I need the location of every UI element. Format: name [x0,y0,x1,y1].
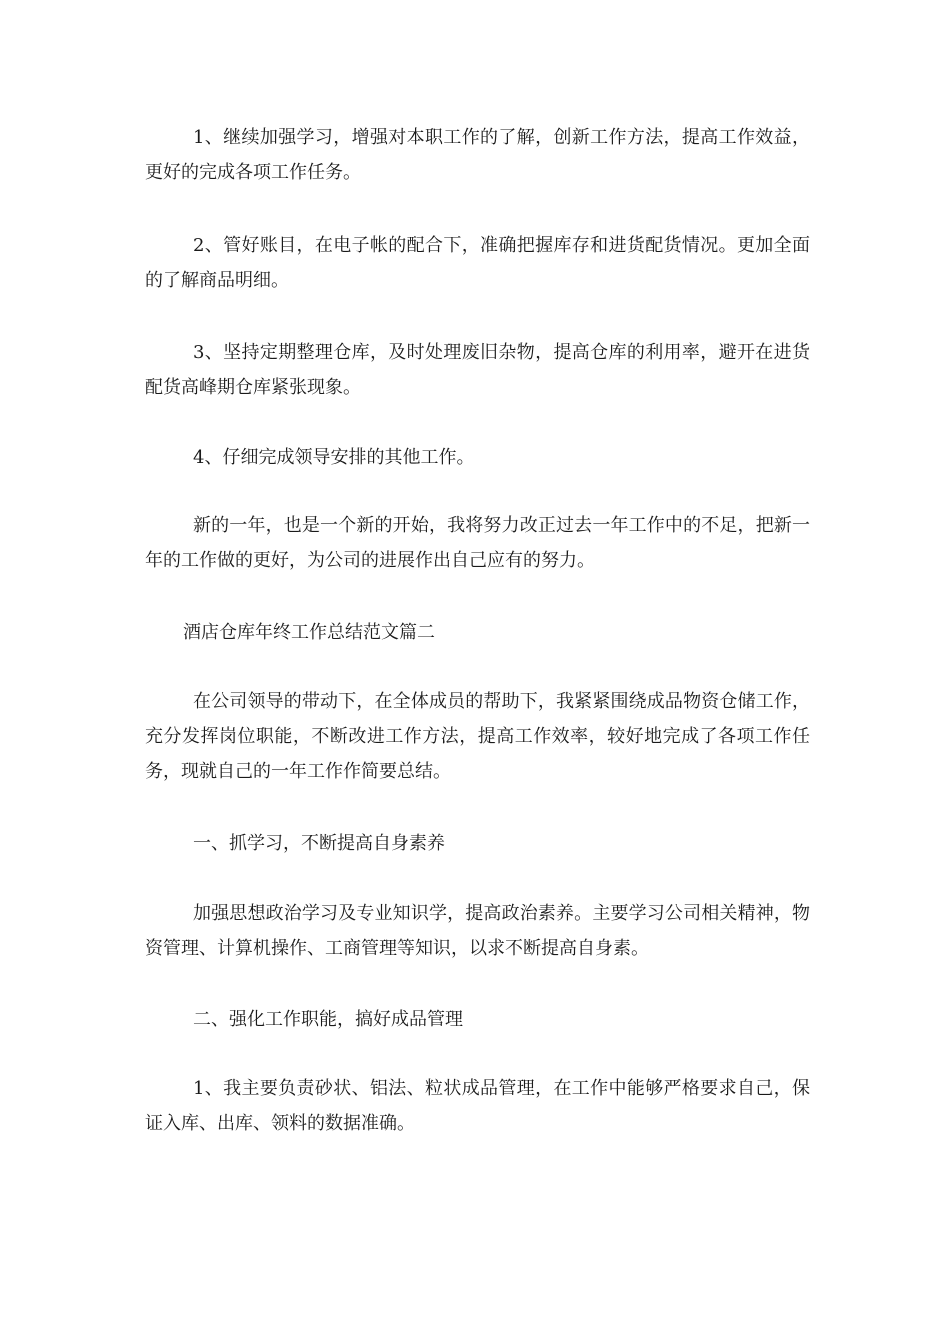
paragraph-management-1: 1、我主要负责砂状、铝法、粒状成品管理，在工作中能够严格要求自己，保证入库、出库、领料的数据准确。 [145,1078,810,1134]
paragraph-goal-2: 2、管好账目，在电子帐的配合下，准确把握库存和进货配货情况。更加全面的了解商品明细。 [145,235,810,291]
paragraph-goal-3: 3、坚持定期整理仓库，及时处理废旧杂物，提高仓库的利用率，避开在进货配货高峰期仓库紧张现象。 [145,342,810,398]
paragraph-intro: 在公司领导的带动下，在全体成员的帮助下，我紧紧围绕成品物资仓储工作，充分发挥岗位职能，不断改进工作方法，提高工作效率，较好地完成了各项工作任务，现就自己的一年工作作简要总结。 [145,691,810,782]
section-title: 酒店仓库年终工作总结范文篇二 [183,622,435,643]
paragraph-goal-1: 1、继续加强学习，增强对本职工作的了解，创新工作方法，提高工作效益，更好的完成各项工作任务。 [145,127,810,183]
paragraph-study: 加强思想政治学习及专业知识学，提高政治素养。主要学习公司相关精神，物资管理、计算机操作、工商管理等知识，以求不断提高自身素。 [145,903,810,959]
subheading-management: 二、强化工作职能，搞好成品管理 [193,1009,463,1030]
subheading-study: 一、抓学习，不断提高自身素养 [193,833,445,854]
paragraph-new-year: 新的一年，也是一个新的开始，我将努力改正过去一年工作中的不足，把新一年的工作做的更好，为公司的进展作出自己应有的努力。 [145,515,810,571]
paragraph-goal-4: 4、仔细完成领导安排的其他工作。 [193,447,475,468]
